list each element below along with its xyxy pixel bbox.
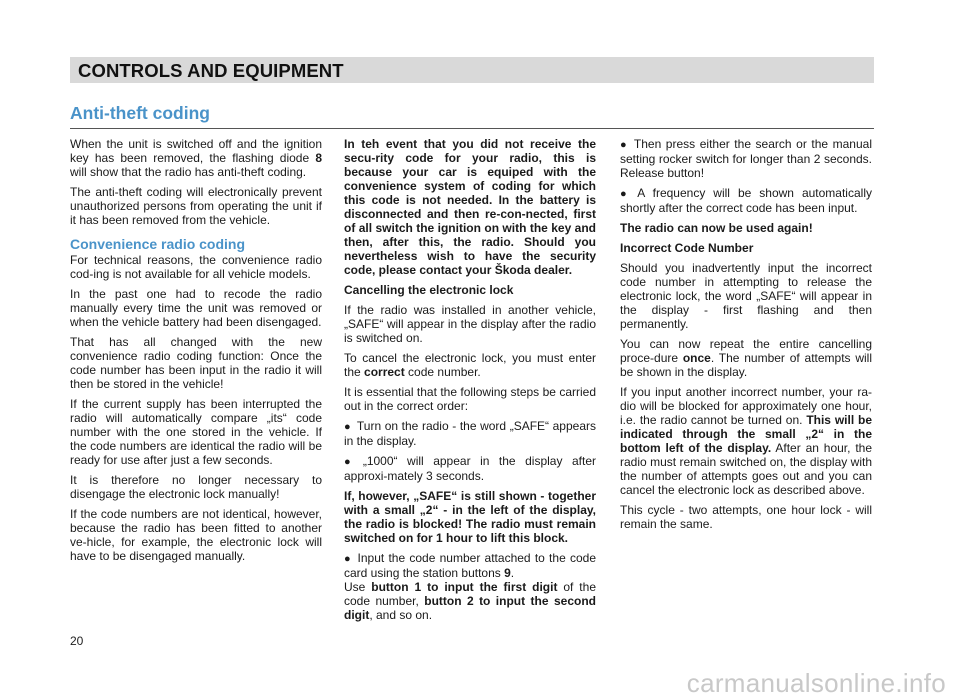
- heading-divider: [70, 128, 874, 129]
- text: Turn on the radio - the word „SAFE“ appears in the display.: [344, 419, 596, 448]
- paragraph: In the past one had to recode the radio manually every time the unit was removed or when the vehicle battery had been disengaged.: [70, 287, 322, 329]
- bullet-icon: ●: [344, 553, 352, 565]
- page-number: 20: [70, 634, 84, 648]
- text: .: [510, 566, 515, 580]
- text: once: [682, 351, 711, 365]
- text: code number.: [404, 365, 481, 379]
- bullet-icon: ●: [620, 188, 632, 200]
- paragraph: If the code numbers are not identical, however, because the radio has been fitted to another ve-hicle, for example, the electronic lock will have to be disengaged manually.: [70, 507, 322, 563]
- text: After an hour, the radio must remain switched on, the display with the number of attempts goes out and you can cancel the electronic lock as described above.: [620, 441, 872, 497]
- text: Then press either the search or the manual setting rocker switch for longer than 2 seconds. Release button!: [620, 137, 872, 180]
- text: Use: [344, 580, 372, 594]
- page-title: Anti-theft coding: [70, 103, 210, 123]
- text: You can now repeat the entire cancelling proce-dure: [620, 337, 872, 365]
- list-item: [344, 419, 596, 448]
- list-item: [620, 137, 872, 180]
- list-item: [344, 551, 596, 622]
- text: correct: [364, 365, 405, 379]
- subheading: Convenience radio coding: [70, 236, 246, 252]
- paragraph: If the radio was installed in another vehicle, „SAFE“ will appear in the display after the radio is switched on.: [344, 303, 596, 345]
- paragraph: In teh event that you did not receive the secu-rity code for your radio, this is because your car is equiped with the convenience system of coding for which this code is not needed. In the battery is disconnected and then re-con-nected, first of all switch the ignition on with the key and then, after this, the radio. Should you nevertheless wish to have the security code, please contact your Škoda dealer.: [344, 137, 596, 277]
- paragraph: Should you inadvertently input the incorrect code number in attempting to release the electronic lock, the word „SAFE“ will appear in the display - first flashing and then permanently.: [620, 261, 872, 331]
- paragraph: That has all changed with the new convenience radio coding function: Once the code number has been input in the radio it will then be stored in the vehicle!: [70, 335, 322, 391]
- text: button 2 to input the second digit: [344, 594, 596, 622]
- text: Input the code number attached to the code card using the station buttons: [344, 551, 596, 580]
- column-2: [344, 137, 596, 628]
- paragraph: If, however, „SAFE“ is still shown - together with a small „2“ - in the left of the display, the radio is blocked! The radio must remain switched on for 1 hour to lift this block.: [344, 489, 596, 545]
- text: This will be indicated through the small „2“ in the bottom left of the display.: [620, 413, 872, 455]
- list-item: [344, 454, 596, 483]
- diode-number: 8: [315, 151, 322, 165]
- paragraph: If the current supply has been interrupted the radio will automatically compare „its“ code number with the one stored in the vehicle. If the code numbers are identical the radio will be ready for use after just a few seconds.: [70, 397, 322, 467]
- paragraph: [620, 337, 872, 379]
- column-1: [70, 137, 322, 569]
- paragraph: [344, 351, 596, 379]
- paragraph: [70, 137, 322, 179]
- text: To cancel the electronic lock, you must enter the: [344, 351, 596, 379]
- bullet-icon: ●: [344, 421, 351, 433]
- bullet-icon: ●: [344, 456, 357, 468]
- paragraph: This cycle - two attempts, one hour lock - will remain the same.: [620, 503, 872, 531]
- list-item: [620, 186, 872, 215]
- text: will show that the radio has anti-theft coding.: [70, 165, 307, 179]
- paragraph: [620, 385, 872, 497]
- paragraph: The anti-theft coding will electronically prevent unauthorized persons from operating the unit if it has been removed from the vehicle.: [70, 185, 322, 227]
- text: 9: [504, 566, 511, 580]
- text: „1000“ will appear in the display after approxi-mately 3 seconds.: [344, 454, 596, 483]
- subheading: Incorrect Code Number: [620, 241, 754, 255]
- paragraph: For technical reasons, the convenience radio cod-ing is not available for all vehicle models.: [70, 253, 322, 281]
- section-header-bar: [70, 57, 874, 83]
- bullet-icon: ●: [620, 139, 628, 151]
- paragraph: The radio can now be used again!: [620, 221, 813, 235]
- text: of the code number,: [344, 580, 596, 608]
- text: , and so on.: [369, 608, 433, 622]
- subheading: Cancelling the electronic lock: [344, 283, 514, 297]
- text: If you input another incorrect number, your ra-dio will be blocked for approximately one hour, i.e. the radio cannot be turned on.: [620, 385, 872, 427]
- text: . The number of attempts will be shown in the display.: [620, 351, 872, 379]
- text: button 1 to input the first digit: [371, 580, 558, 594]
- column-3: [620, 137, 872, 537]
- section-title: CONTROLS AND EQUIPMENT: [78, 60, 344, 81]
- text: A frequency will be shown automatically shortly after the correct code has been input.: [620, 186, 872, 215]
- paragraph: It is therefore no longer necessary to disengage the electronic lock manually!: [70, 473, 322, 501]
- text: When the unit is switched off and the ignition key has been removed, the flashing diode: [70, 137, 322, 165]
- watermark: carmanualsonline.info: [686, 668, 946, 698]
- paragraph: It is essential that the following steps be carried out in the correct order:: [344, 385, 596, 413]
